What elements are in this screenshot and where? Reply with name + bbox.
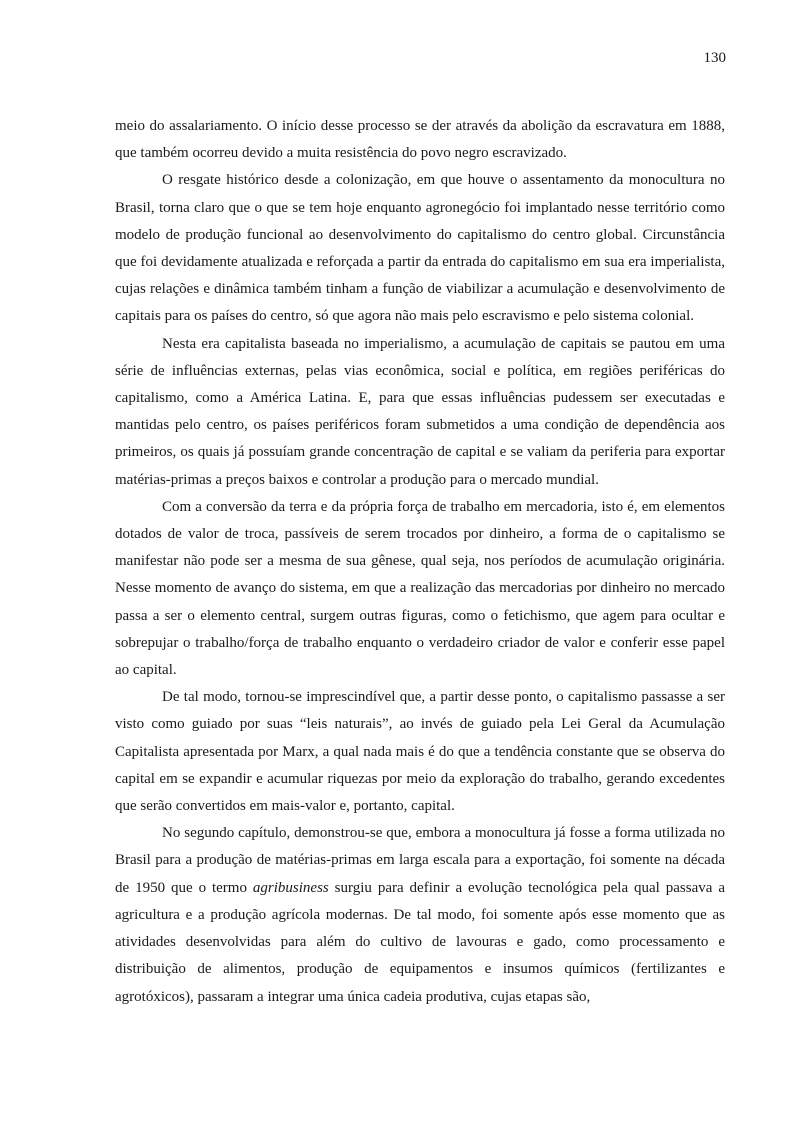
paragraph-6 xyxy=(115,820,725,1010)
paragraph-4: Com a conversão da terra e da própria força de trabalho em mercadoria, isto é, em elementos dotados de valor de troca, passíveis de serem trocados por dinheiro, a forma de o capitalismo se manifestar não pode ser a mesma de sua gênese, qual seja, nos períodos de acumulação originária. Nesse momento de avanço do sistema, em que a realização das mercadorias por dinheiro no mercado passa a ser o elemento central, surgem outras figuras, como o fetichismo, que agem para ocultar e sobrepujar o trabalho/força de trabalho enquanto o verdadeiro criador de valor e conferir esse papel ao capital. xyxy=(115,498,725,679)
page-number: 130 xyxy=(703,50,726,66)
paragraph-2: O resgate histórico desde a colonização, em que houve o assentamento da monocultura no Brasil, torna claro que o que se tem hoje enquanto agronegócio foi implantado nesse território como modelo de produção funcional ao desenvolvimento do capitalismo do centro global. Circunstância que foi devidamente atualizada e reforçada a partir da entrada do capitalismo em sua era imperialista, cujas relações e dinâmica também tinham a função de viabilizar a acumulação e desenvolvimento de capitais para os países do centro, só que agora não mais pelo escravismo e pelo sistema colonial. xyxy=(115,172,725,325)
paragraph-1: meio do assalariamento. O início desse processo se der através da abolição da escravatura em 1888, que também ocorreu devido a muita resistência do povo negro escravizado. xyxy=(115,118,725,162)
body-text xyxy=(115,113,725,1011)
paragraph-5: De tal modo, tornou-se imprescindível que, a partir desse ponto, o capitalismo passasse a ser visto como guiado por suas “leis naturais”, ao invés de guiado pela Lei Geral da Acumulação Capitalista apresentada por Marx, a qual nada mais é do que a tendência constante que se observa do capital em se expandir e acumular riquezas por meio da exploração do trabalho, gerando excedentes que serão convertidos em mais-valor e, portanto, capital. xyxy=(115,689,725,815)
paragraph-6-text-before: No segundo capítulo, demonstrou-se que, embora a monocultura já fosse a forma utilizada no Brasil para a produção de matérias-primas em larga escala para a exportação, foi somente na década de 1950 que o termo xyxy=(115,825,725,896)
italic-term-agribusiness: agribusiness xyxy=(252,879,329,896)
paragraph-3: Nesta era capitalista baseada no imperialismo, a acumulação de capitais se pautou em uma série de influências externas, pelas vias econômica, social e política, em regiões periféricas do capitalismo, como a América Latina. E, para que essas influências pudessem ser executadas e mantidas pelo centro, os países periféricos foram submetidos a uma condição de dependência aos primeiros, os quais já possuíam grande concentração de capital e se valiam da periferia para exportar matérias-primas a preços baixos e controlar a produção para o mercado mundial. xyxy=(115,335,725,488)
paragraph-6-text-after: surgiu para definir a evolução tecnológica pela qual passava a agricultura e a produção agrícola modernas. De tal modo, foi somente após esse momento que as atividades desenvolvidas para além do cultivo de lavouras e gado, como processamento e distribuição de alimentos, produção de equipamentos e insumos químicos (fertilizantes e agrotóxicos), passaram a integrar uma única cadeia produtiva, cujas etapas são, xyxy=(115,879,725,1005)
